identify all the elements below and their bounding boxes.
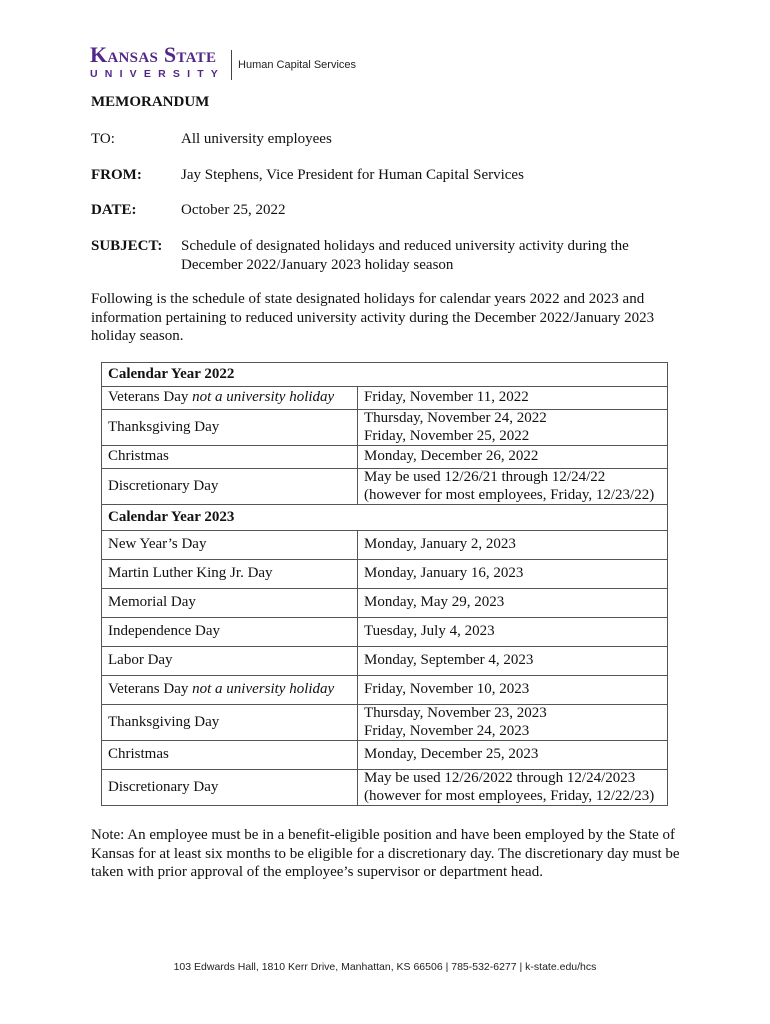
- holiday-date: Tuesday, July 4, 2023: [364, 623, 495, 640]
- table-row: [102, 705, 668, 741]
- holiday-date-cell: [358, 647, 668, 676]
- holiday-date-secondary: (however for most employees, Friday, 12/23/22): [364, 486, 655, 503]
- table-row: [102, 647, 668, 676]
- holiday-name: Thanksgiving Day: [108, 418, 220, 435]
- holiday-name-cell: [102, 560, 358, 589]
- holiday-date-secondary: Friday, November 25, 2022: [364, 427, 530, 444]
- holiday-date-cell: [358, 676, 668, 705]
- logo-name: Kansas State: [90, 42, 217, 67]
- holiday-name: New Year’s Day: [108, 536, 207, 553]
- table-row: [102, 531, 668, 560]
- holiday-date-cell: [358, 387, 668, 410]
- holiday-date: Friday, November 11, 2022: [364, 389, 529, 406]
- header-label: SUBJECT:: [91, 238, 163, 254]
- holiday-name: Christmas: [108, 448, 169, 465]
- holiday-date-cell: [358, 560, 668, 589]
- holiday-date-secondary: Friday, November 24, 2023: [364, 722, 530, 739]
- holiday-date: May be used 12/26/2022 through 12/24/2023: [364, 770, 636, 786]
- year-heading: Calendar Year 2023: [102, 505, 668, 531]
- holiday-name: Independence Day: [108, 623, 221, 640]
- holiday-date: Monday, December 26, 2022: [364, 448, 539, 465]
- table-row: [102, 618, 668, 647]
- memo-title: MEMORANDUM: [91, 94, 210, 110]
- holiday-name: Veterans Day: [108, 389, 193, 406]
- holiday-name-cell: [102, 469, 358, 505]
- holiday-name-cell: [102, 410, 358, 446]
- holiday-name-cell: [102, 387, 358, 410]
- holiday-name: Christmas: [108, 746, 169, 763]
- logo-university: UNIVERSITY: [90, 68, 226, 80]
- university-logo: [90, 44, 356, 82]
- header-value: October 25, 2022: [181, 202, 286, 218]
- holiday-date: May be used 12/26/21 through 12/24/22: [364, 469, 606, 485]
- holiday-name-cell: [102, 741, 358, 770]
- holiday-name: Memorial Day: [108, 594, 196, 611]
- year-heading-row: [102, 363, 668, 387]
- holiday-date: Monday, September 4, 2023: [364, 652, 534, 669]
- holiday-name-cell: [102, 531, 358, 560]
- footer-address: 103 Edwards Hall, 1810 Kerr Drive, Manhattan, KS 66506 | 785-532-6277 | k-state.edu/hcs: [173, 961, 597, 973]
- holiday-date: Monday, December 25, 2023: [364, 746, 539, 763]
- holiday-name: Discretionary Day: [108, 477, 219, 494]
- holiday-name-cell: [102, 705, 358, 741]
- holiday-date: Thursday, November 24, 2022: [364, 410, 547, 426]
- header-value: Jay Stephens, Vice President for Human Capital Services: [181, 167, 524, 183]
- holiday-name-cell: [102, 589, 358, 618]
- logo-divider: [231, 50, 232, 80]
- holiday-date: Thursday, November 23, 2023: [364, 705, 547, 721]
- holiday-schedule-table: [101, 362, 668, 806]
- intro-paragraph: Following is the schedule of state designated holidays for calendar years 2022 and 2023 and information pertaining to reduced university activity during the December 2022/January 2023 holiday season.: [91, 291, 655, 344]
- holiday-date-cell: [358, 741, 668, 770]
- table-row: [102, 741, 668, 770]
- table-row: [102, 387, 668, 410]
- holiday-date-cell: [358, 589, 668, 618]
- holiday-name: Veterans Day: [108, 681, 193, 698]
- holiday-name-cell: [102, 618, 358, 647]
- year-heading-row: [102, 505, 668, 531]
- header-label: FROM:: [91, 167, 142, 183]
- holiday-date-cell: [358, 618, 668, 647]
- logo-department: Human Capital Services: [238, 59, 357, 71]
- holiday-date-cell: [358, 770, 668, 806]
- logo-wordmark: [90, 44, 225, 81]
- note-paragraph: Note: An employee must be in a benefit-eligible position and have been employed by the State of Kansas for at least six months to be eligible for a discretionary day. The discretionary day must be taken with prior approval of the employee’s supervisor or department head.: [91, 827, 680, 880]
- holiday-date: Monday, January 2, 2023: [364, 536, 516, 553]
- holiday-date-cell: [358, 531, 668, 560]
- holiday-date-secondary: (however for most employees, Friday, 12/22/23): [364, 787, 655, 804]
- table-row: [102, 446, 668, 469]
- holiday-date: Friday, November 10, 2023: [364, 681, 530, 698]
- header-label: TO:: [91, 131, 115, 147]
- holiday-name: Thanksgiving Day: [108, 713, 220, 730]
- table-row: [102, 770, 668, 806]
- holiday-name-cell: [102, 770, 358, 806]
- table-row: [102, 560, 668, 589]
- holiday-name-cell: [102, 676, 358, 705]
- header-label: DATE:: [91, 202, 137, 218]
- holiday-date: Monday, January 16, 2023: [364, 565, 524, 582]
- table-row: [102, 469, 668, 505]
- holiday-date-cell: [358, 705, 668, 741]
- holiday-note: not a university holiday: [192, 681, 335, 698]
- holiday-name-cell: [102, 647, 358, 676]
- holiday-name: Discretionary Day: [108, 778, 219, 795]
- table-row: [102, 410, 668, 446]
- table-row: [102, 589, 668, 618]
- holiday-date: Monday, May 29, 2023: [364, 594, 505, 611]
- holiday-note: not a university holiday: [192, 389, 335, 406]
- holiday-date-cell: [358, 410, 668, 446]
- holiday-name: Labor Day: [108, 652, 173, 669]
- year-heading: Calendar Year 2022: [102, 363, 668, 387]
- holiday-date-cell: [358, 469, 668, 505]
- table-row: [102, 676, 668, 705]
- header-value: All university employees: [181, 131, 332, 147]
- holiday-name-cell: [102, 446, 358, 469]
- holiday-name: Martin Luther King Jr. Day: [108, 565, 273, 582]
- header-value: Schedule of designated holidays and reduced university activity during the December 2022/January 2023 holiday season: [181, 238, 629, 273]
- holiday-date-cell: [358, 446, 668, 469]
